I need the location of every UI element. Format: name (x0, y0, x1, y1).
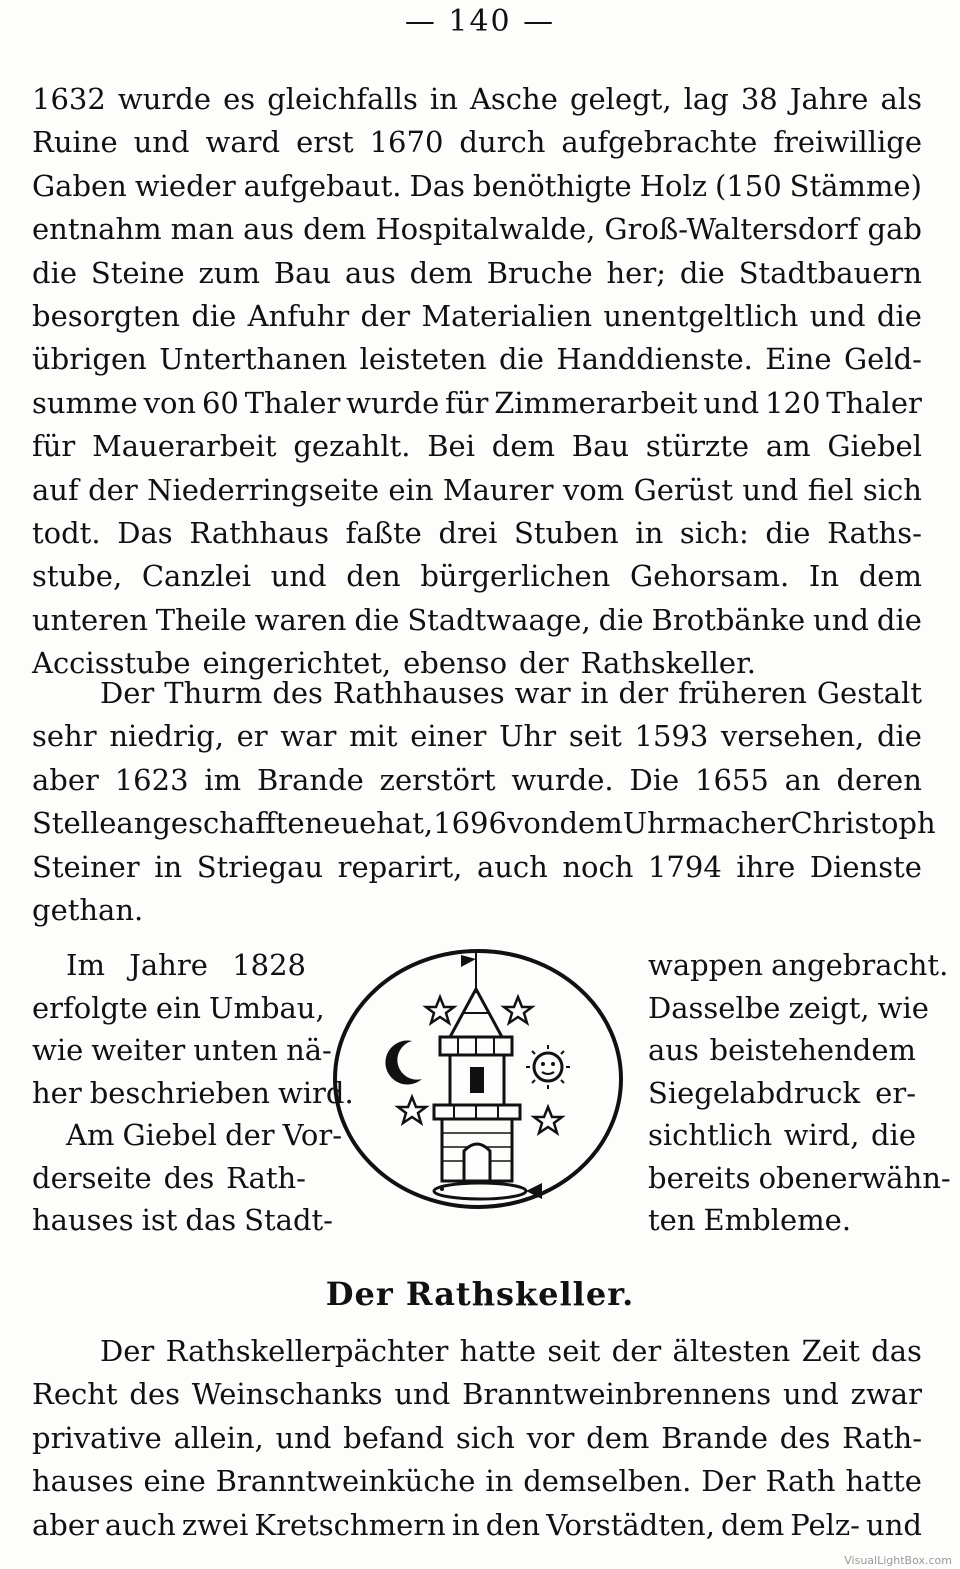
text-line: entnahm man aus dem Hospitalwalde, Groß-Waltersdorf gab (32, 212, 922, 247)
text-line: stube, Canzlei und den bürgerlichen Gehorsam. In dem (32, 559, 922, 594)
text-line: übrigen Unterthanen leisteten die Handdienste. Eine Geld- (32, 342, 922, 377)
text-line: auf der Niederringseite ein Maurer vom Gerüst und fiel sich (32, 472, 922, 507)
watermark: VisualLightBox.com (844, 1554, 952, 1567)
flag-icon (461, 955, 476, 967)
section-heading: Der Rathskeller. (325, 1275, 635, 1313)
column-line: wappen angebracht. (648, 948, 949, 982)
tower-gate (464, 1144, 490, 1181)
text-line: aber auch zwei Kretschmern in den Vorstädten, dem Pelz- und (32, 1507, 922, 1542)
sun-face-icon (526, 1045, 570, 1089)
crescent-moon-icon (385, 1041, 422, 1085)
text-line: todt. Das Rathhaus faßte drei Stuben in sich: die Raths- (32, 516, 922, 550)
column-line: erfolgte ein Umbau, (32, 990, 325, 1025)
column-line: Dasselbe zeigt, wie (648, 990, 929, 1025)
text-line: die Steine zum Bau aus dem Bruche her; die Stadtbauern (32, 255, 922, 290)
text-line: gethan. (32, 893, 144, 927)
text-line: sehr niedrig, er war mit einer Uhr seit 1593 versehen, die (32, 719, 922, 754)
column-line: sichtlich wird, die (648, 1118, 916, 1152)
left-column-text (32, 944, 354, 1242)
column-line: Siegelabdruck er- (648, 1075, 916, 1110)
city-seal-emblem (330, 945, 626, 1215)
text-line: Der Rathskellerpächter hatte seit der ältesten Zeit das (100, 1334, 922, 1368)
text-line: Gaben wieder aufgebaut. Das benöthigte Holz (150 Stämme) (32, 168, 922, 203)
text-line: Ruine und ward erst 1670 durch aufgebrachte freiwillige (32, 125, 922, 160)
text-line: hauses eine Branntweinküche in demselben. Der Rath hatte (32, 1464, 922, 1499)
text-line: Stelle angeschaffte neue hat, 1696 von dem Uhrmacher Christoph (32, 806, 936, 841)
column-line: bereits obenerwähn- (648, 1160, 951, 1195)
column-line: her beschrieben wird. (32, 1075, 354, 1110)
column-line: Im Jahre 1828 (66, 948, 306, 982)
column-line: ten Embleme. (648, 1203, 852, 1237)
column-line: derseite des Rath- (32, 1160, 306, 1195)
column-line: hauses ist das Stadt- (32, 1203, 333, 1237)
text-line: Der Thurm des Rathhauses war in der früheren Gestalt (100, 676, 922, 710)
column-line: aus beistehendem (648, 1033, 916, 1067)
text-line: summe von 60 Thaler wurde für Zimmerarbeit und 120 Thaler (32, 385, 922, 420)
star-icons (398, 997, 562, 1133)
text-line: für Mauerarbeit gezahlt. Bei dem Bau stürzte am Giebel (32, 429, 922, 464)
fish-icon (434, 1183, 542, 1199)
right-column-text (648, 944, 951, 1242)
text-line: Steiner in Striegau reparirt, auch noch 1794 ihre Dienste (32, 849, 922, 884)
text-line: privative allein, und befand sich vor dem Brande des Rath- (32, 1420, 922, 1455)
page-number: — 140 — (404, 4, 556, 39)
text-line: aber 1623 im Brande zerstört wurde. Die 1655 an deren (32, 762, 922, 797)
text-line: Accisstube eingerichtet, ebenso der Rathskeller. (32, 646, 756, 681)
text-line: Recht des Weinschanks und Branntweinbrennens und zwar (32, 1377, 922, 1412)
column-line: Am Giebel der Vor- (66, 1118, 343, 1152)
text-line: unteren Theile waren die Stadtwaage, die Brotbänke und die (32, 602, 922, 637)
text-line: 1632 wurde es gleichfalls in Asche gelegt, lag 38 Jahre als (32, 82, 922, 116)
column-line: wie weiter unten nä- (32, 1033, 332, 1067)
text-line: besorgten die Anfuhr der Materialien unentgeltlich und die (32, 299, 922, 333)
